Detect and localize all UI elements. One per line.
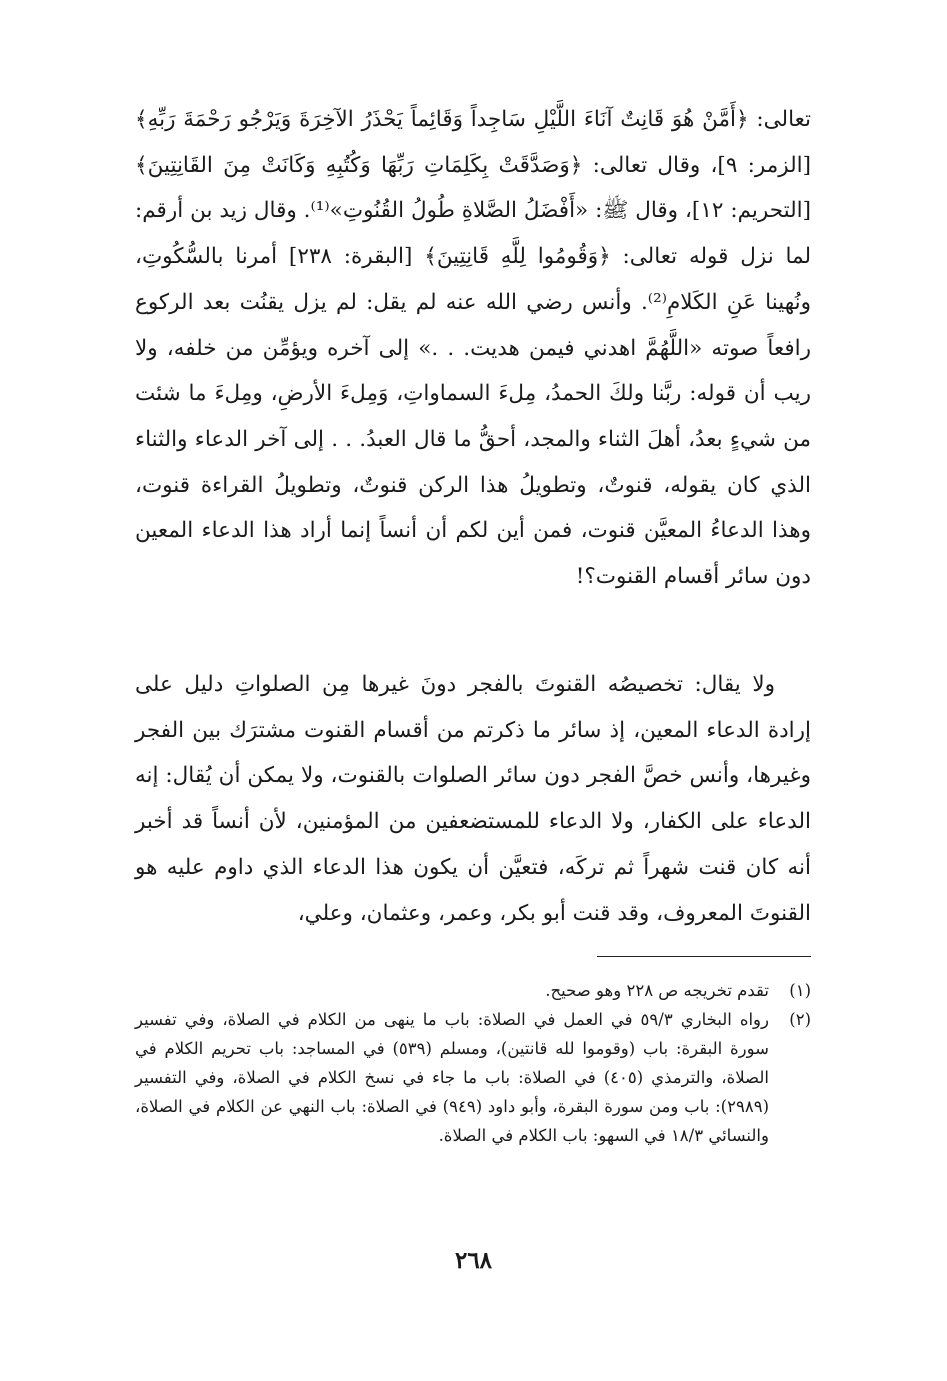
paragraph-text: تعالى: ﴿أَمَّنْ هُوَ قَانِتٌ آنَاءَ اللَّيْلِ سَاجِداً وَقَائِماً يَحْذَرُ الآخِرَةَ وَيَرْجُو رَحْمَةَ رَبِّهِ﴾ [الزمر: ٩]، وقال تعالى: ﴿وَصَدَّقَتْ بِكَلِمَاتِ رَبِّهَا وَكُتُبِهِ وَكَانَتْ مِنَ القَانِتِينَ﴾ [التحريم: ١٢]، وقال ﷺ: «أَفْضَلُ الصَّلاةِ طُولُ القُنُوتِ»⁽¹⁾. وقال زيد بن أرقم: لما نزل قوله تعالى: ﴿وَقُومُوا لِلَّهِ قَانِتِينَ﴾ [البقرة: ٢٣٨] أمرنا بالسُّكُوتِ، ونُهينا عَنِ الكَلامِ⁽²⁾. وأنس رضي الله عنه لم يقل: لم يزل يقنُت بعد الركوع رافعاً صوته «اللَّهُمَّ اهدني فيمن هديت. . .» إلى آخره ويؤمِّن من خلفه، ولا ريب أن قوله: ربَّنا ولكَ الحمدُ، مِلءَ السماواتِ، وَمِلءَ الأرضِ، ومِلءَ ما شئت من شيءٍ بعدُ، أهلَ الثناء والمجد، أحقُّ ما قال العبدُ. . . إلى آخر الدعاء والثناء الذي كان يقوله، قنوتٌ، وتطويلُ هذا الركن قنوتٌ، وتطويلُ القراءة قنوت، وهذا الدعاءُ المعيَّن قنوت، فمن أين لكم أن أنساً إنما أراد هذا الدعاء المعين دون سائر أقسام القنوت؟! <box>135 107 812 590</box>
page-number: ٢٦٨ <box>454 1247 493 1274</box>
footnote-1 <box>135 976 811 1005</box>
footnote-text: تقدم تخريجه ص ٢٢٨ وهو صحيح. <box>545 981 769 1000</box>
footnote-marker: (٢) <box>789 1010 811 1029</box>
footnote-marker: (١) <box>789 981 811 1000</box>
paragraph-text: ولا يقال: تخصيصُه القنوتَ بالفجر دونَ غيرها مِن الصلواتِ دليل على إرادة الدعاء المعين، إذ سائر ما ذكرتم من أقسام القنوت مشترَك بين الفجر وغيرها، وأنس خصَّ الفجر دون سائر الصلوات بالقنوت، ولا يمكن أن يُقال: إنه الدعاء على الكفار، ولا الدعاء للمستضعفين من المؤمنين، لأن أنساً قد أخبر أنه كان قنت شهراً ثم تركَه، فتعيَّن أن يكون هذا الدعاء الذي داوم عليه هو القنوتَ المعروف، وقد قنت أبو بكر، وعمر، وعثمان، وعلي، <box>135 672 811 926</box>
footnotes <box>135 976 811 1150</box>
body-paragraph-1 <box>135 97 811 600</box>
footnote-separator <box>597 956 811 957</box>
footnote-text: رواه البخاري ٥٩/٣ في العمل في الصلاة: باب ما ينهى من الكلام في الصلاة، وفي تفسير سورة البقرة: باب (وقوموا لله قانتين)، ومسلم (٥٣٩) في المساجد: باب تحريم الكلام في الصلاة، والترمذي (٤٠٥) في الصلاة: باب ما جاء في نسخ الكلام في الصلاة، وفي التفسير (٢٩٨٩): باب ومن سورة البقرة، وأبو داود (٩٤٩) في الصلاة: باب النهي عن الكلام في الصلاة، والنسائي ١٨/٣ في السهو: باب الكلام في الصلاة. <box>135 1010 769 1145</box>
body-paragraph-2 <box>135 662 811 936</box>
footnote-2 <box>135 1005 811 1150</box>
